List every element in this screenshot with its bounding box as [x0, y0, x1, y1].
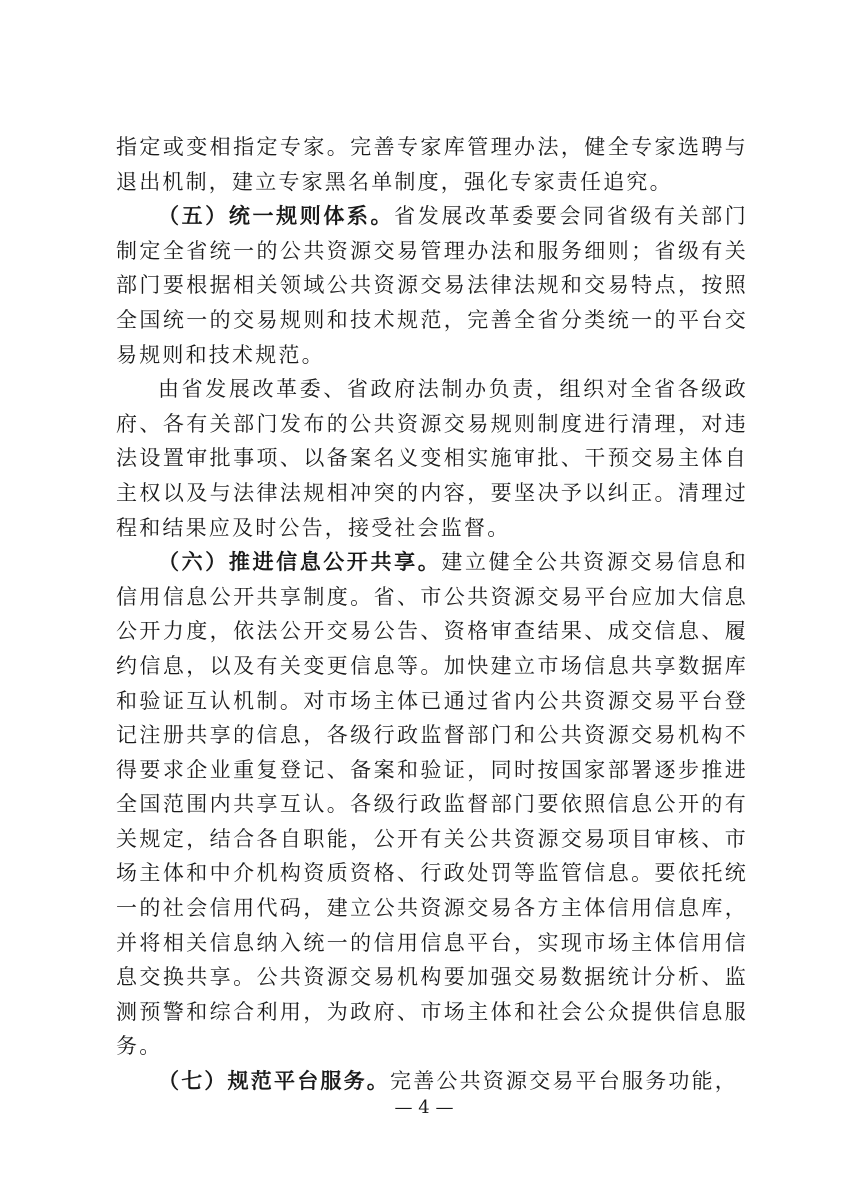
- paragraph-4-text: 建立健全公共资源交易信息和信用信息公开共享制度。省、市公共资源交易平台应加大信息公开力度，依法公开交易公告、资格审查结果、成交信息、履约信息，以及有关变更信息等。加快建立市场信息共享数据库和验证互认机制。对市场主体已通过省内公共资源交易平台登记注册共享的信息，各级行政监督部门和公共资源交易机构不得要求企业重复登记、备案和验证，同时按国家部署逐步推进全国范围内共享互认。各级行政监督部门要依照信息公开的有关规定，结合各自职能，公开有关公共资源交易项目审核、市场主体和中介机构资质资格、行政处罚等监管信息。要依托统一的社会信用代码，建立公共资源交易各方主体信用信息库，并将相关信息纳入统一的信用信息平台，实现市场主体信用信息交换共享。公共资源交易机构要加强交易数据统计分析、监测预警和综合利用，为政府、市场主体和社会公众提供信息服务。: [116, 550, 748, 1059]
- paragraph-3-text: 由省发展改革委、省政府法制办负责，组织对全省各级政府、各有关部门发布的公共资源交易规则制度进行清理，对违法设置审批事项、以备案名义变相实施审批、干预交易主体自主权以及与法律法规相冲突的内容，要坚决予以纠正。清理过程和结果应及时公告，接受社会监督。: [116, 377, 748, 540]
- paragraph-2-heading: （五）统一规则体系。: [158, 204, 395, 229]
- body-text: [116, 130, 748, 1099]
- paragraph-4: [116, 545, 748, 1064]
- paragraph-2-text: 省发展改革委要会同省级有关部门制定全省统一的公共资源交易管理办法和服务细则；省级有关部门要根据相关领域公共资源交易法律法规和交易特点，按照全国统一的交易规则和技术规范，完善全省分类统一的平台交易规则和技术规范。: [116, 204, 749, 367]
- paragraph-5: [116, 1064, 748, 1099]
- paragraph-2: [116, 199, 748, 372]
- paragraph-1-text: 指定或变相指定专家。完善专家库管理办法，健全专家选聘与退出机制，建立专家黑名单制度，强化专家责任追究。: [116, 135, 748, 194]
- page-number: — 4 —: [394, 1097, 454, 1118]
- paragraph-5-heading: （七）规范平台服务。: [158, 1069, 390, 1094]
- paragraph-4-heading: （六）推进信息公开共享。: [158, 550, 442, 575]
- paragraph-1: [116, 130, 748, 199]
- paragraph-5-text: 完善公共资源交易平台服务功能，: [390, 1069, 738, 1094]
- paragraph-3: [116, 372, 748, 545]
